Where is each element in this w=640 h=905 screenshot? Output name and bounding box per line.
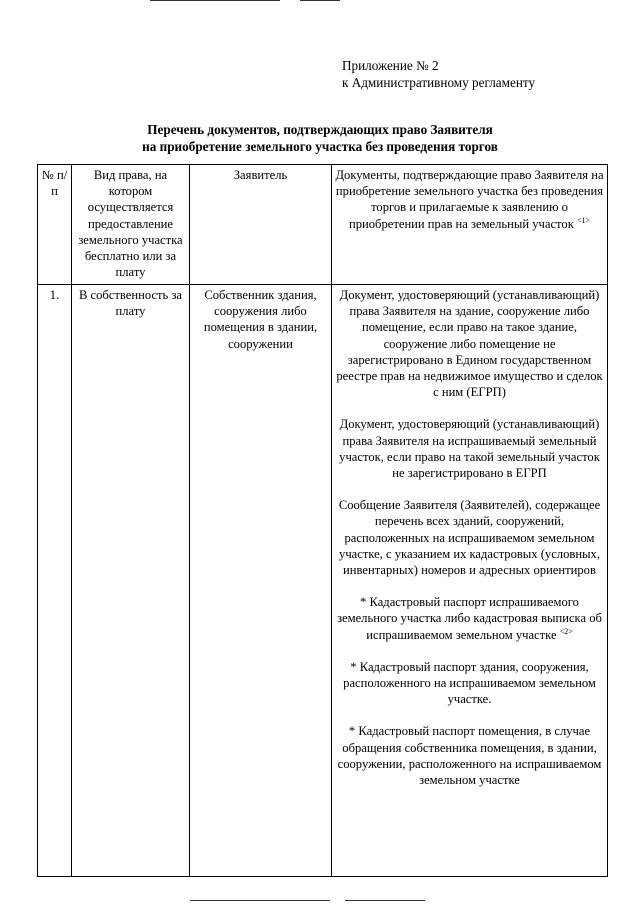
document-item: Сообщение Заявителя (Заявителей), содержащее перечень всех зданий, сооружений, расположенных на испрашиваемом земельном участке, с указанием их кадастровых (условных, инвентарных) номеров и адресных ориентиров [338,498,601,578]
page-top-rule-left [150,0,280,1]
row-number: 1. [38,285,72,877]
row-documents [332,285,608,877]
page-bottom-rule-left [190,900,330,901]
document-title-line-1: Перечень документов, подтверждающих право Заявителя [147,122,493,137]
documents-table [37,164,608,877]
table-header-row [38,165,608,285]
document-item-text: * Кадастровый паспорт испрашиваемого земельного участка либо кадастровая выписка об испрашиваемом земельном участке [337,595,602,642]
footnote-marker-2: <2> [559,626,573,636]
document-title [40,121,600,155]
appendix-number: Приложение № 2 [342,58,439,73]
header-applicant: Заявитель [190,165,332,285]
page-bottom-rule-right [345,900,425,901]
document-item: * Кадастровый паспорт здания, сооружения, расположенного на испрашиваемом земельном участке. [343,659,596,707]
document-item: Документ, удостоверяющий (устанавливающий) права Заявителя на здание, сооружение либо помещение, если право на такое здание, сооружение либо помещение не зарегистрировано в Едином государственном реестре прав на недвижимое имущество и сделок с ним (ЕГРП) [336,288,603,400]
appendix-heading [342,57,602,91]
header-right-type: Вид права, на котором осуществляется предоставление земельного участка бесплатно или за плату [72,165,190,285]
footnote-marker-1: <1> [576,215,591,225]
header-documents [332,165,608,285]
table-row [38,285,608,877]
header-documents-text: Документы, подтверждающие право Заявителя на приобретение земельного участка без проведения торгов и прилагаемые к заявлению о приобретении прав на земельный участок [335,168,604,231]
row-right-type: В собственность за плату [72,285,190,877]
document-title-line-2: на приобретение земельного участка без проведения торгов [142,139,498,154]
row-applicant: Собственник здания, сооружения либо помещения в здании, сооружении [190,285,332,877]
document-item [335,594,604,643]
page-top-rule-right [300,0,340,1]
document-item: * Кадастровый паспорт помещения, в случае обращения собственника помещения, в здании, сооружении, расположенного на испрашиваемом земельном участке [337,724,602,788]
header-number: № п/п [38,165,72,285]
document-item: Документ, удостоверяющий (устанавливающий) права Заявителя на испрашиваемый земельный участок, если право на такой земельный участок не зарегистрировано в ЕГРП [339,417,600,481]
appendix-reference: к Административному регламенту [342,75,536,90]
